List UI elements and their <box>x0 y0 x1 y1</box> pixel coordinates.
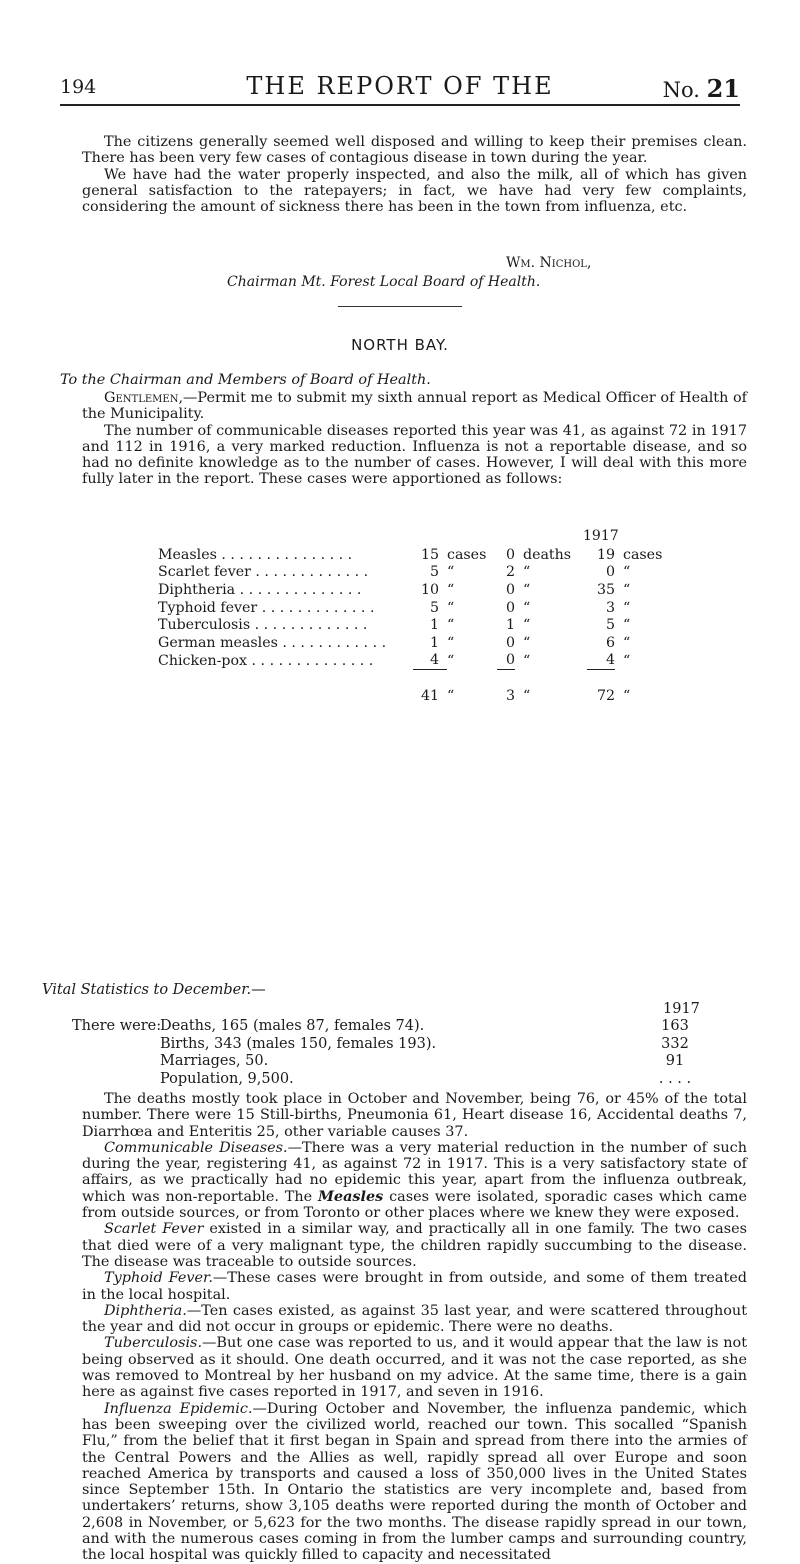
disease-name: Tuberculosis . . . . . . . . . . . . . <box>158 617 368 634</box>
cases-1917-unit: “ <box>623 599 631 616</box>
case-unit: “ <box>447 564 455 581</box>
report-number-value: 21 <box>706 74 740 103</box>
disease-name: Measles . . . . . . . . . . . . . . . <box>158 546 353 563</box>
case-count: 15 <box>420 546 439 563</box>
death-count: 1 <box>505 617 515 634</box>
case-count: 1 <box>429 617 439 634</box>
letter-salutation: To the Chairman and Members of Board of Health. <box>60 372 431 388</box>
section-divider <box>338 306 462 307</box>
cases-1917-unit: “ <box>623 581 631 598</box>
death-unit: “ <box>523 581 531 598</box>
vital-row-text: Births, 343 (males 150, females 193). <box>160 1035 437 1052</box>
cases-1917-unit: cases <box>623 546 663 563</box>
table-year-header: 1917 <box>583 528 619 544</box>
vital-row-text: Marriages, 50. <box>160 1053 269 1069</box>
death-unit: “ <box>523 564 531 581</box>
disease-name: Chicken-pox . . . . . . . . . . . . . . <box>158 652 374 669</box>
disease-name: Typhoid fever . . . . . . . . . . . . . <box>158 599 375 616</box>
scarlet-fever-paragraph: Scarlet Fever existed in a similar way, and practically all in one family. The two cases that died were of a very malignant type, the children rapidly succumbing to the disease. The disease was traceable to outside sources. <box>82 1221 748 1270</box>
vital-row-1917: 163 <box>661 1018 689 1034</box>
signature-name: Wm. Nichol, <box>506 255 592 271</box>
case-unit: cases <box>447 546 487 563</box>
report-body <box>82 1091 747 1564</box>
deaths-paragraph: The deaths mostly took place in October and November, being 76, or 45% of the total number. There were 15 Still-births, Pneumonia 61, Heart disease 16, Accidental deaths 7, Diarrhœa and Enteritis 25, other variable causes 37. <box>82 1091 747 1140</box>
letter-paragraph-1: Gentlemen,—Permit me to submit my sixth annual report as Medical Officer of Health of the Municipality. <box>82 390 747 423</box>
case-count: 5 <box>429 564 439 581</box>
disease-name: German measles . . . . . . . . . . . . <box>158 634 387 651</box>
report-number-label: No. <box>662 78 700 102</box>
cases-1917: 19 <box>596 546 615 563</box>
vital-row-text: Deaths, 165 (males 87, females 74). <box>160 1018 425 1034</box>
vital-statistics-heading: Vital Statistics to December.— <box>42 982 266 998</box>
case-count: 10 <box>420 581 439 598</box>
cases-1917: 5 <box>605 617 615 634</box>
cases-1917: 4 <box>605 652 615 669</box>
case-unit: “ <box>447 634 455 651</box>
total-1917: 72 <box>596 688 615 705</box>
case-count: 1 <box>429 634 439 651</box>
total-1917-unit: “ <box>623 688 631 705</box>
vital-row-1917: . . . . <box>658 1070 692 1087</box>
vital-row-1917: 91 <box>665 1053 685 1069</box>
death-unit: “ <box>523 634 531 651</box>
cases-1917: 35 <box>596 581 615 598</box>
total-cases: 41 <box>420 688 439 705</box>
running-title: THE REPORT OF THE <box>246 72 554 100</box>
death-count: 0 <box>505 546 515 563</box>
total-cases-unit: “ <box>447 688 455 705</box>
case-unit: “ <box>447 652 455 669</box>
case-unit: “ <box>447 599 455 616</box>
cases-1917-unit: “ <box>623 617 631 634</box>
total-deaths-unit: “ <box>523 688 531 705</box>
page-number: 194 <box>60 76 97 98</box>
death-count: 0 <box>505 634 515 651</box>
letter-body <box>82 390 747 488</box>
page-header <box>60 58 740 103</box>
disease-row <box>158 581 662 599</box>
section-heading: NORTH BAY. <box>351 336 449 354</box>
cases-1917-unit: “ <box>623 564 631 581</box>
totals-label <box>158 687 413 705</box>
header-rule <box>60 104 740 106</box>
disease-row <box>158 616 662 634</box>
death-count: 0 <box>505 652 515 669</box>
case-count: 5 <box>429 599 439 616</box>
vital-row-1917: 332 <box>661 1035 689 1052</box>
cases-1917: 3 <box>605 599 615 616</box>
cases-1917-unit: “ <box>623 652 631 669</box>
disease-name: Diphtheria . . . . . . . . . . . . . . <box>158 581 362 598</box>
letter-paragraph-2: The number of communicable diseases reported this year was 41, as against 72 in 1917 and 112 in 1916, a very marked reduction. Influenza is not a reportable disease, and so had no definite knowledge as to the number of cases. However, I will deal with this more fully later in the report. These cases were apportioned as follows: <box>82 422 747 488</box>
death-count: 0 <box>505 599 515 616</box>
death-unit: deaths <box>523 546 572 563</box>
cases-1917: 0 <box>605 564 615 581</box>
table-spacer <box>158 670 662 688</box>
influenza-paragraph: Influenza Epidemic.—During October and November, the influenza pandemic, which has been sweeping over the civilized world, reached our town. This socalled “Spanish Flu,” from the belief that it first began in Spain and spread from there into the armies of the Central Powers and the Allies as well, rapidly spread all over Europe and soon reached America by transports and caused a loss of 350,000 lives in the United States since September 15th. In Ontario the statistics are very incomplete and, based from undertakers’ returns, show 3,105 deaths were reported during the month of October and 2,608 in November, or 5,623 for the two months. The disease rapidly spread in our town, and with the numerous cases coming in from the lumber camps and surrounding country, the local hospital was quickly filled to capacity and necessitated <box>82 1400 747 1564</box>
disease-row <box>158 652 662 670</box>
communicable-paragraph: Communicable Diseases.—There was a very material reduction in the number of such during the year, registering 41, as against 72 in 1917. This is a very satisfactory state of affairs, as we practically had no epidemic this year, apart from the influenza outbreak, which was non-reportable. The Measles cases were isolated, sporadic cases which came from outside sources, or from Toronto or other places where we knew they were exposed. <box>82 1139 747 1222</box>
intro-text <box>82 134 747 215</box>
diphtheria-paragraph: Diphtheria.—Ten cases existed, as against 35 last year, and were scattered throughout the year and did not occur in groups or epidemic. There were no deaths. <box>82 1302 747 1336</box>
tuberculosis-paragraph: Tuberculosis.—But one case was reported to us, and it would appear that the law is not being observed as it should. One death occurred, and it was not the case reported, as she was removed to Montreal by her husband on my advice. At the same time, there is a gain here as against five cases reported in 1917, and seven in 1916. <box>82 1335 747 1401</box>
total-deaths: 3 <box>505 688 515 705</box>
cases-1917-unit: “ <box>623 634 631 651</box>
case-unit: “ <box>447 617 455 634</box>
disease-row <box>158 564 662 582</box>
vital-year-header: 1917 <box>663 1001 700 1017</box>
disease-row <box>158 634 662 652</box>
death-count: 2 <box>505 564 515 581</box>
disease-table <box>158 546 662 705</box>
death-unit: “ <box>523 652 531 669</box>
report-number <box>663 74 740 103</box>
death-count: 0 <box>505 581 515 598</box>
typhoid-paragraph: Typhoid Fever.—These cases were brought in from outside, and some of them treated in the local hospital. <box>82 1270 747 1303</box>
signature-title: Chairman Mt. Forest Local Board of Health. <box>227 274 541 290</box>
vital-lead: There were: <box>72 1018 162 1034</box>
vital-row-text: Population, 9,500. <box>160 1070 294 1087</box>
intro-paragraph-2: We have had the water properly inspected, and also the milk, all of which has given general satisfaction to the ratepayers; in fact, we have had very few complaints, considering the amount of sickness there has been in the town from influenza, etc. <box>82 166 747 216</box>
disease-name: Scarlet fever . . . . . . . . . . . . . <box>158 564 369 581</box>
disease-row <box>158 546 662 564</box>
death-unit: “ <box>523 617 531 634</box>
case-count: 4 <box>429 652 439 669</box>
disease-row <box>158 599 662 617</box>
case-unit: “ <box>447 581 455 598</box>
death-unit: “ <box>523 599 531 616</box>
totals-row <box>158 687 662 705</box>
intro-paragraph-1: The citizens generally seemed well disposed and willing to keep their premises clean. There has been very few cases of contagious disease in town during the year. <box>82 134 747 167</box>
cases-1917: 6 <box>605 634 615 651</box>
